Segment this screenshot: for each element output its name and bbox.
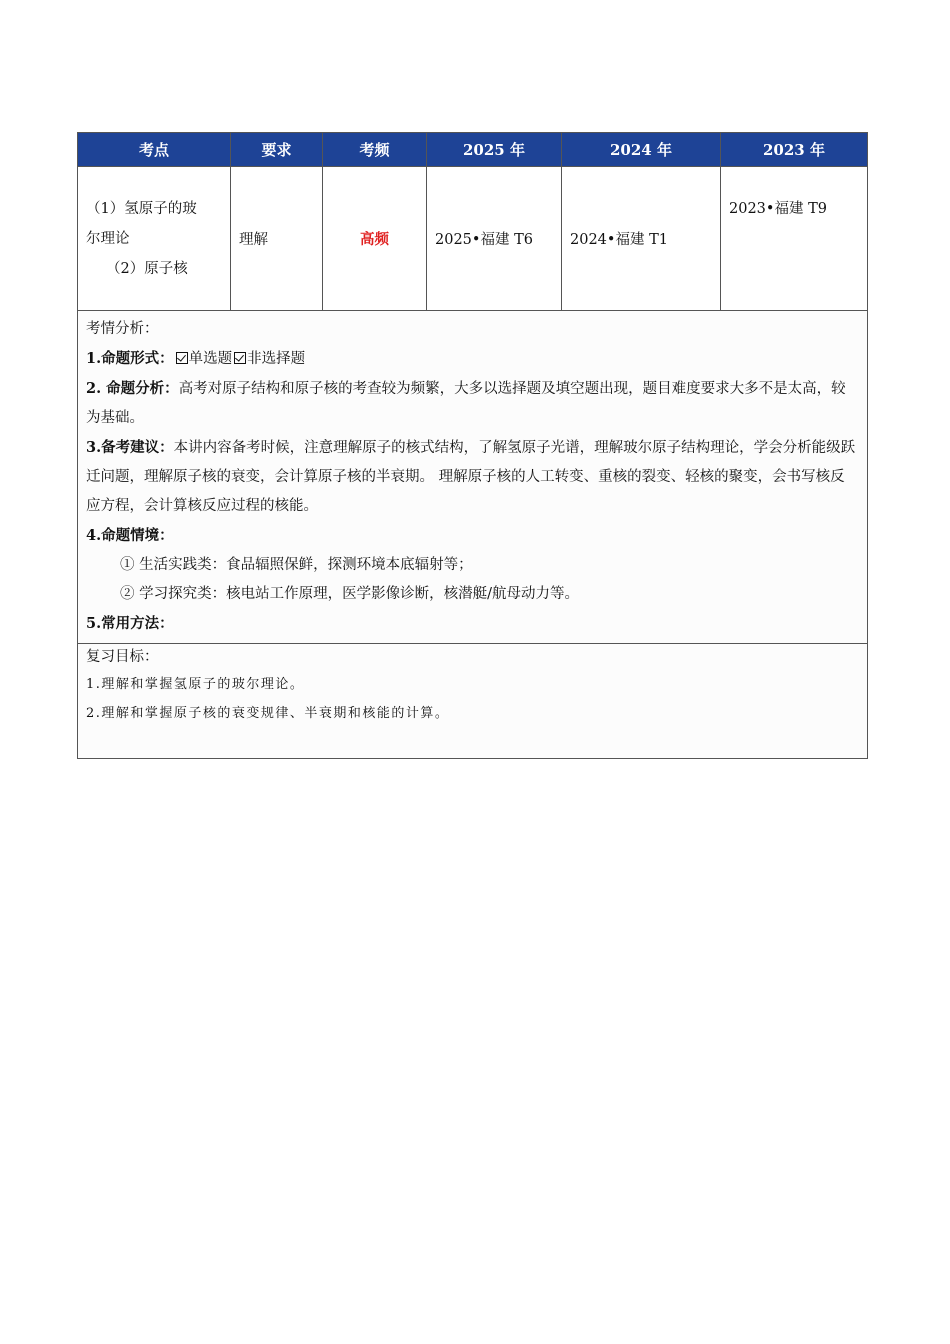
exam-table: [77, 132, 868, 759]
analysis-title: 考情分析：: [86, 321, 159, 337]
topic-cell: [78, 167, 231, 311]
advice-label: 3.备考建议：: [86, 439, 174, 456]
context-item-1: ① 生活实践类：食品辐照保鲜，探测环境本底辐射等；: [120, 557, 473, 573]
advice-line: [86, 433, 859, 521]
topic-line-1: （1）氢原子的玻: [86, 200, 197, 217]
form-option-nonchoice: 非选择题: [247, 351, 306, 367]
form-option-single: 单选题: [188, 351, 233, 367]
topic-line-3: （2）原子核: [106, 260, 188, 277]
analysis-text: 高考对原子结构和原子核的考查较为频繁，大多以选择题及填空题出现，题目难度要求大多不是太高，较为基础。: [86, 381, 846, 426]
goal-item-1: 1.理解和掌握氢原子的玻尔理论。: [86, 677, 305, 692]
frequency-cell: 高频: [323, 167, 427, 311]
form-line: [86, 344, 859, 374]
context-label: 4.命题情境：: [86, 527, 174, 544]
exam-2023-cell: 2023•福建 T9: [721, 167, 868, 311]
header-2024: 2024 年: [562, 133, 721, 167]
requirement-cell: 理解: [231, 167, 323, 311]
checkbox-checked-icon: [234, 352, 246, 364]
form-label: 1.命题形式：: [86, 350, 174, 367]
exam-2024-cell: 2024•福建 T1: [562, 167, 721, 311]
table-row: [78, 167, 868, 311]
goal-item-2: 2.理解和掌握原子核的衰变规律、半衰期和核能的计算。: [86, 706, 450, 721]
header-requirement: 要求: [231, 133, 323, 167]
checkbox-checked-icon: [176, 352, 188, 364]
analysis-label: 2. 命题分析：: [86, 380, 179, 397]
exam-overview-sheet: [77, 132, 867, 759]
table-header-row: [78, 133, 868, 167]
goals-cell: [78, 644, 868, 759]
header-2023: 2023 年: [721, 133, 868, 167]
header-frequency: 考频: [323, 133, 427, 167]
methods-label: 5.常用方法：: [86, 615, 174, 632]
exam-2025-cell: 2025•福建 T6: [427, 167, 562, 311]
header-2025: 2025 年: [427, 133, 562, 167]
topic-line-2: 尔理论: [86, 230, 130, 247]
context-item-2: ② 学习探究类：核电站工作原理，医学影像诊断，核潜艇/航母动力等。: [120, 586, 579, 602]
advice-text: 本讲内容备考时候，注意理解原子的核式结构，了解氢原子光谱，理解玻尔原子结构理论，学会分析能级跃迁问题，理解原子核的衰变，会计算原子核的半衰期。 理解原子核的人工转变、重核的裂变、轻核的聚变，会书写核反应方程，会计算核反应过程的核能。: [86, 440, 856, 514]
analysis-line: [86, 374, 859, 433]
context-line: [86, 521, 859, 551]
goals-row: [78, 644, 868, 759]
analysis-cell: [78, 311, 868, 644]
goals-title: 复习目标：: [86, 649, 159, 665]
header-topic: 考点: [78, 133, 231, 167]
analysis-row: [78, 311, 868, 644]
methods-line: [86, 609, 859, 639]
